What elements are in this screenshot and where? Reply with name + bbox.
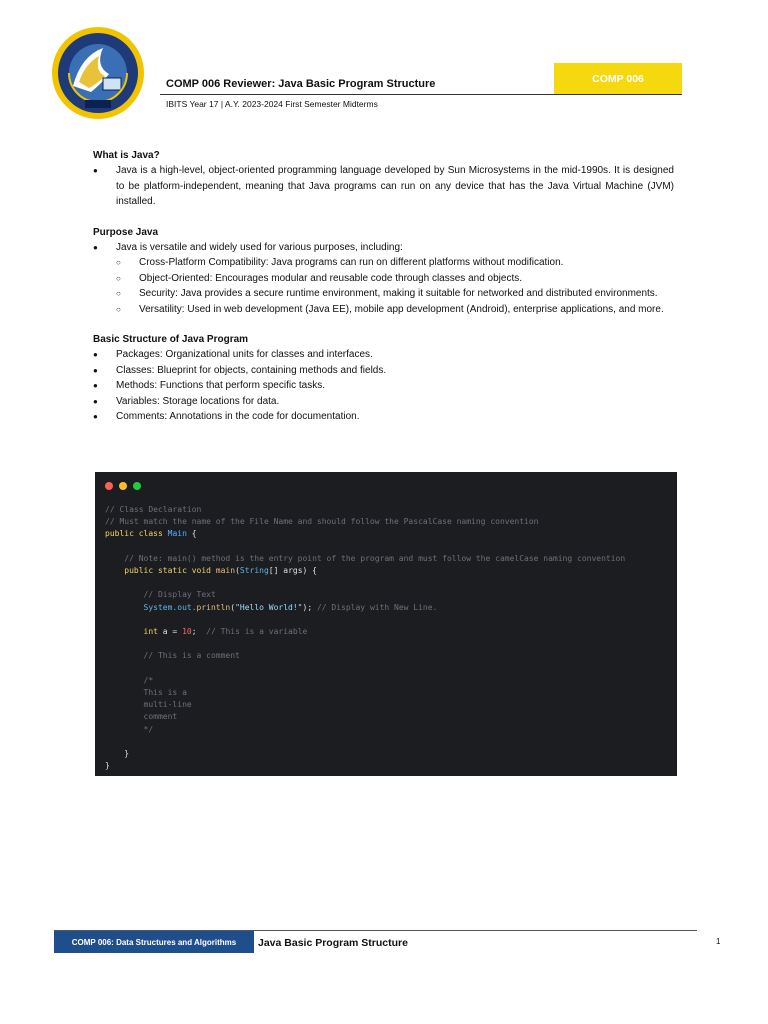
code-comment: comment: [105, 712, 178, 722]
footer-course-tag: COMP 006: Data Structures and Algorithms: [54, 931, 254, 953]
code-comment: /*: [105, 675, 154, 685]
code-punct: }: [105, 749, 130, 759]
list-item: ● Methods: Functions that perform specific tasks.: [93, 378, 674, 393]
section-basic-structure: [93, 332, 674, 424]
list-item: ● Java is versatile and widely used for various purposes, including:: [93, 240, 674, 255]
code-comment: */: [105, 724, 154, 734]
code-comment: // This is a variable: [196, 627, 308, 637]
code-method-name: main: [215, 566, 236, 576]
document-subheader: IBITS Year 17 | A.Y. 2023-2024 First Semester Midterms: [166, 99, 378, 109]
code-string: "Hello World!": [235, 602, 303, 612]
code-snippet: [95, 472, 677, 776]
sub-list-item: ○ Security: Java provides a secure runtime environment, making it suitable for networked and distributed environments.: [93, 286, 674, 301]
main-content: [93, 148, 674, 440]
list-item: ● Variables: Storage locations for data.: [93, 394, 674, 409]
code-comment: // This is a comment: [105, 651, 240, 661]
minimize-dot-icon: [119, 482, 127, 490]
sub-list-item: ○ Object-Oriented: Encourages modular and reusable code through classes and objects.: [93, 271, 674, 286]
window-controls: [105, 482, 667, 490]
institute-logo: [51, 26, 145, 120]
code-punct: ;: [191, 627, 197, 637]
code-comment: // Class Declaration: [105, 505, 202, 514]
section-heading: What is Java?: [93, 150, 160, 161]
code-class-name: Main: [167, 529, 187, 539]
list-item: ● Comments: Annotations in the code for documentation.: [93, 409, 674, 424]
list-item: ● Packages: Organizational units for classes and interfaces.: [93, 347, 674, 362]
code-keyword: int: [105, 627, 158, 637]
section-purpose-java: [93, 225, 674, 317]
list-item: ● Classes: Blueprint for objects, containing methods and fields.: [93, 363, 674, 378]
maximize-dot-icon: [133, 482, 141, 490]
course-tag: COMP 006: [554, 63, 682, 94]
code-punct: );: [302, 602, 313, 612]
code-punct: (: [235, 566, 240, 576]
code-method-name: println: [196, 602, 231, 612]
code-punct: }: [105, 761, 110, 771]
code-text: [105, 504, 667, 772]
list-item: ● Java is a high-level, object-oriented programming language developed by Sun Microsystems in the mid-1990s. It is designed to be platform-independent, meaning that Java programs can run on any device that has the Java Virtual Machine (JVM) installed.: [93, 163, 674, 209]
page-number: 1: [716, 937, 721, 946]
section-heading: Purpose Java: [93, 226, 159, 238]
document-title: COMP 006 Reviewer: Java Basic Program Structure: [166, 78, 436, 90]
code-comment: // Must match the name of the File Name and should follow the PascalCase naming convention: [105, 517, 539, 527]
footer-title: Java Basic Program Structure: [258, 937, 408, 949]
sub-list-item: ○ Versatility: Used in web development (Java EE), mobile app development (Android), enterprise applications, and more.: [93, 302, 674, 317]
code-comment: // Note: main() method is the entry point of the program and must follow the camelCase naming convention: [105, 553, 626, 563]
section-heading: Basic Structure of Java Program: [93, 334, 249, 346]
code-comment: multi-line: [105, 700, 192, 710]
section-what-is-java: [93, 148, 674, 210]
code-comment: // Display Text: [105, 590, 216, 600]
code-keyword: public class: [105, 529, 163, 539]
code-punct: {: [186, 529, 197, 539]
code-punct: [] args) {: [268, 566, 317, 576]
code-punct: a =: [157, 627, 183, 637]
code-type: String: [239, 566, 269, 576]
sub-list-item: ○ Cross-Platform Compatibility: Java programs can run on different platforms without modification.: [93, 255, 674, 270]
close-dot-icon: [105, 482, 113, 490]
code-keyword: public static void: [105, 566, 211, 576]
header-divider: [160, 94, 682, 95]
code-number: 10: [182, 627, 192, 637]
code-punct: (: [230, 602, 236, 612]
code-comment: This is a: [105, 688, 187, 698]
code-comment: // Display with New Line.: [312, 602, 438, 612]
code-call: System.out.: [105, 602, 197, 612]
